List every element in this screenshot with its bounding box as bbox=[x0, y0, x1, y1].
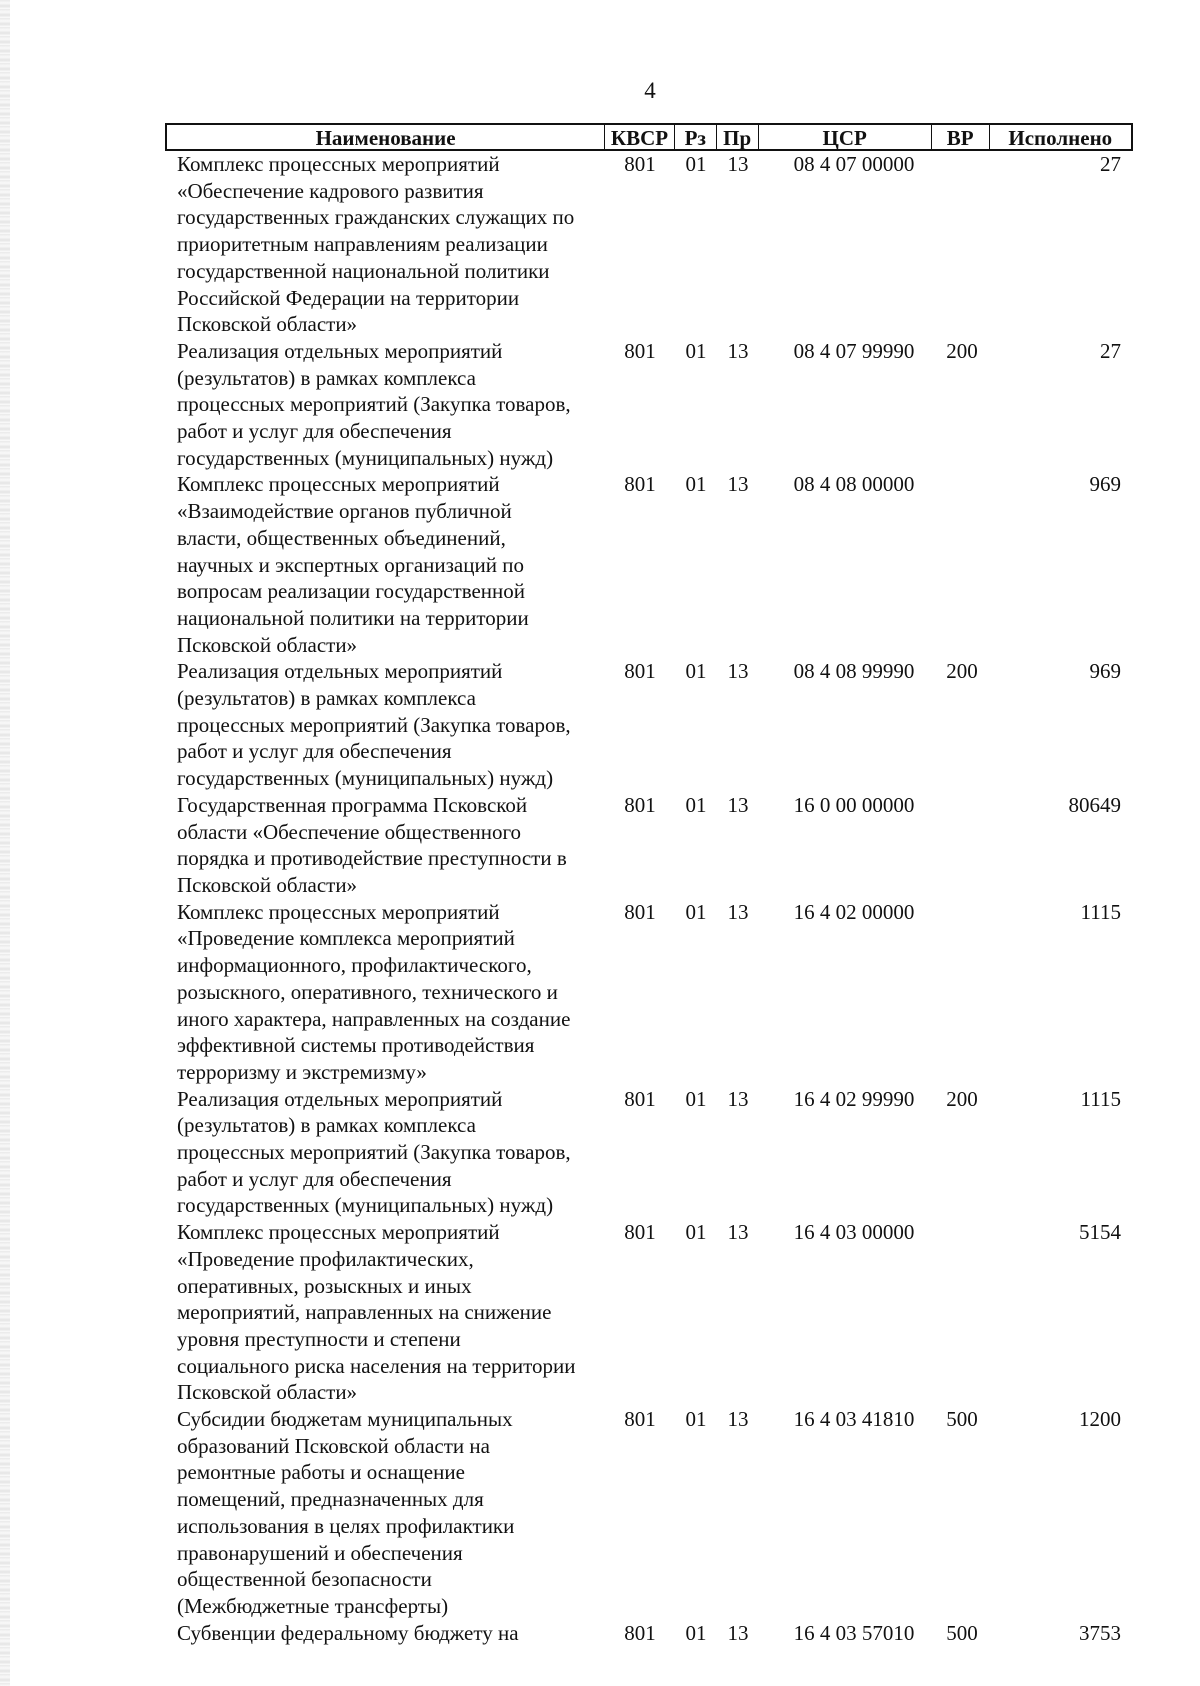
row-name-line: общественной безопасности bbox=[177, 1567, 432, 1592]
row-rz: 01 bbox=[685, 338, 707, 363]
row-kvsr: 801 bbox=[624, 152, 656, 176]
row-name-line: мероприятий, направленных на снижение bbox=[177, 1300, 552, 1325]
row-pr: 13 bbox=[727, 1086, 749, 1111]
row-name-line: государственных гражданских служащих по bbox=[177, 205, 575, 230]
row-kvsr: 801 bbox=[624, 338, 656, 363]
row-name-line: (результатов) в рамках комплекса bbox=[177, 365, 476, 390]
row-csr: 08 4 08 99990 bbox=[793, 659, 915, 684]
row-vr: 200 bbox=[946, 1086, 978, 1111]
row-name-line: терроризму и экстремизму» bbox=[177, 1059, 427, 1084]
row-name-line: (Межбюджетные трансферты) bbox=[177, 1593, 449, 1618]
table-body bbox=[165, 151, 1133, 1646]
row-vr bbox=[933, 471, 991, 658]
row-name-line: порядка и противодействие преступности в bbox=[177, 846, 567, 871]
row-name-line: государственных (муниципальных) нужд) bbox=[177, 766, 554, 791]
row-name-line: государственных (муниципальных) нужд) bbox=[177, 445, 554, 470]
row-name-line: «Проведение комплекса мероприятий bbox=[177, 926, 515, 951]
row-name bbox=[165, 1620, 605, 1647]
row-pr: 13 bbox=[727, 1620, 749, 1645]
row-name bbox=[165, 151, 605, 338]
row-rz: 01 bbox=[685, 1620, 707, 1645]
row-kvsr: 801 bbox=[624, 1220, 656, 1245]
row-isp: 969 bbox=[1089, 659, 1121, 684]
row-name bbox=[165, 658, 605, 792]
row-vr bbox=[933, 899, 991, 1086]
row-name-line: уровня преступности и степени bbox=[177, 1326, 461, 1351]
row-name-line: Комплекс процессных мероприятий bbox=[177, 152, 500, 176]
row-isp: 1200 bbox=[1079, 1407, 1121, 1432]
row-vr bbox=[933, 1219, 991, 1406]
row-name-line: «Обеспечение кадрового развития bbox=[177, 178, 484, 203]
row-name bbox=[165, 1219, 605, 1406]
row-csr: 08 4 07 99990 bbox=[793, 338, 915, 363]
row-name-line: процессных мероприятий (Закупка товаров, bbox=[177, 712, 571, 737]
row-isp: 3753 bbox=[1079, 1620, 1121, 1645]
row-isp: 1115 bbox=[1080, 1086, 1121, 1111]
table-header bbox=[165, 123, 1133, 151]
row-name bbox=[165, 471, 605, 658]
row-name-line: «Проведение профилактических, bbox=[177, 1246, 474, 1271]
row-name-line: Субсидии бюджетам муниципальных bbox=[177, 1407, 513, 1432]
row-rz: 01 bbox=[685, 1220, 707, 1245]
row-name bbox=[165, 338, 605, 472]
row-name-line: Псковской области» bbox=[177, 1380, 358, 1405]
row-name-line: государственных (муниципальных) нужд) bbox=[177, 1193, 554, 1218]
row-vr bbox=[933, 151, 991, 338]
row-kvsr: 801 bbox=[624, 1407, 656, 1432]
table-row bbox=[165, 338, 1133, 472]
row-name-line: Псковской области» bbox=[177, 312, 358, 337]
row-name-line: Субвенции федеральному бюджету на bbox=[177, 1620, 519, 1645]
row-rz: 01 bbox=[685, 659, 707, 684]
table-row bbox=[165, 471, 1133, 658]
row-pr: 13 bbox=[727, 792, 749, 817]
row-name bbox=[165, 1086, 605, 1220]
row-name-line: работ и услуг для обеспечения bbox=[177, 419, 452, 444]
row-pr: 13 bbox=[727, 1407, 749, 1432]
row-isp: 27 bbox=[1100, 152, 1121, 176]
table-row bbox=[165, 1406, 1133, 1620]
table-row bbox=[165, 1086, 1133, 1220]
row-csr: 16 4 02 00000 bbox=[793, 899, 915, 924]
table-row bbox=[165, 658, 1133, 792]
row-pr: 13 bbox=[727, 1220, 749, 1245]
row-csr: 16 4 03 00000 bbox=[793, 1220, 915, 1245]
row-csr: 16 4 03 57010 bbox=[793, 1620, 915, 1645]
row-name-line: процессных мероприятий (Закупка товаров, bbox=[177, 1140, 571, 1165]
row-rz: 01 bbox=[685, 472, 707, 497]
row-name-line: использования в целях профилактики bbox=[177, 1513, 515, 1538]
row-csr: 16 4 03 41810 bbox=[793, 1407, 915, 1432]
row-name-line: работ и услуг для обеспечения bbox=[177, 1166, 452, 1191]
row-name-line: Реализация отдельных мероприятий bbox=[177, 338, 503, 363]
row-vr: 500 bbox=[946, 1620, 978, 1645]
row-kvsr: 801 bbox=[624, 659, 656, 684]
row-vr: 200 bbox=[946, 659, 978, 684]
row-name-line: национальной политики на территории bbox=[177, 605, 529, 630]
row-isp: 5154 bbox=[1079, 1220, 1121, 1245]
row-pr: 13 bbox=[727, 338, 749, 363]
row-name-line: научных и экспертных организаций по bbox=[177, 552, 524, 577]
row-rz: 01 bbox=[685, 152, 707, 176]
row-rz: 01 bbox=[685, 1086, 707, 1111]
row-name-line: Российской Федерации на территории bbox=[177, 285, 520, 310]
header-isp: Исполнено bbox=[1008, 126, 1113, 149]
row-vr bbox=[933, 792, 991, 899]
table-row bbox=[165, 1620, 1133, 1647]
scan-edge-artifact bbox=[0, 0, 10, 1686]
row-pr: 13 bbox=[727, 472, 749, 497]
row-name-line: правонарушений и обеспечения bbox=[177, 1540, 463, 1565]
row-isp: 969 bbox=[1089, 472, 1121, 497]
row-rz: 01 bbox=[685, 1407, 707, 1432]
row-name-line: вопросам реализации государственной bbox=[177, 579, 526, 604]
row-kvsr: 801 bbox=[624, 792, 656, 817]
row-name bbox=[165, 1406, 605, 1620]
row-csr: 16 4 02 99990 bbox=[793, 1086, 915, 1111]
header-kvsr: КВСР bbox=[605, 125, 675, 149]
table-row bbox=[165, 792, 1133, 899]
table-row bbox=[165, 1219, 1133, 1406]
row-csr: 16 0 00 00000 bbox=[793, 792, 915, 817]
row-name-line: иного характера, направленных на создание bbox=[177, 1006, 571, 1031]
row-kvsr: 801 bbox=[624, 472, 656, 497]
page-number: 4 bbox=[644, 78, 656, 103]
row-name-line: Реализация отдельных мероприятий bbox=[177, 659, 503, 684]
row-name-line: информационного, профилактического, bbox=[177, 953, 532, 978]
header-name: Наименование bbox=[167, 125, 605, 149]
row-name-line: области «Обеспечение общественного bbox=[177, 819, 522, 844]
row-name-line: Комплекс процессных мероприятий bbox=[177, 472, 500, 497]
row-name-line: образований Псковской области на bbox=[177, 1433, 490, 1458]
row-name bbox=[165, 792, 605, 899]
header-rz: Рз bbox=[675, 125, 717, 149]
row-name-line: Псковской области» bbox=[177, 872, 358, 897]
row-kvsr: 801 bbox=[624, 899, 656, 924]
row-kvsr: 801 bbox=[624, 1620, 656, 1645]
row-name-line: Государственная программа Псковской bbox=[177, 792, 528, 817]
table-row bbox=[165, 899, 1133, 1086]
row-name bbox=[165, 899, 605, 1086]
row-name-line: Комплекс процессных мероприятий bbox=[177, 1220, 500, 1245]
header-pr: Пр bbox=[717, 125, 759, 149]
row-name-line: оперативных, розыскных и иных bbox=[177, 1273, 472, 1298]
row-rz: 01 bbox=[685, 899, 707, 924]
row-name-line: эффективной системы противодействия bbox=[177, 1033, 535, 1058]
row-isp: 27 bbox=[1100, 338, 1121, 363]
row-name-line: Псковской области» bbox=[177, 632, 358, 657]
row-name-line: работ и услуг для обеспечения bbox=[177, 739, 452, 764]
row-kvsr: 801 bbox=[624, 1086, 656, 1111]
row-name-line: помещений, предназначенных для bbox=[177, 1487, 484, 1512]
row-isp: 80649 bbox=[1068, 792, 1121, 817]
row-name-line: (результатов) в рамках комплекса bbox=[177, 686, 476, 711]
row-csr: 08 4 08 00000 bbox=[793, 472, 915, 497]
row-csr: 08 4 07 00000 bbox=[793, 152, 915, 176]
row-vr: 200 bbox=[946, 338, 978, 363]
row-pr: 13 bbox=[727, 899, 749, 924]
row-rz: 01 bbox=[685, 792, 707, 817]
row-name-line: ремонтные работы и оснащение bbox=[177, 1460, 465, 1485]
header-csr: ЦСР bbox=[759, 125, 932, 149]
row-pr: 13 bbox=[727, 659, 749, 684]
row-name-line: государственной национальной политики bbox=[177, 258, 550, 283]
row-isp: 1115 bbox=[1080, 899, 1121, 924]
row-vr: 500 bbox=[946, 1407, 978, 1432]
row-name-line: «Взаимодействие органов публичной bbox=[177, 499, 512, 524]
row-name-line: розыскного, оперативного, технического и bbox=[177, 979, 558, 1004]
row-name-line: социального риска населения на территории bbox=[177, 1353, 576, 1378]
row-name-line: процессных мероприятий (Закупка товаров, bbox=[177, 392, 571, 417]
row-name-line: приоритетным направлениям реализации bbox=[177, 232, 548, 257]
row-name-line: (результатов) в рамках комплекса bbox=[177, 1113, 476, 1138]
header-vr: ВР bbox=[932, 125, 990, 149]
row-name-line: Комплекс процессных мероприятий bbox=[177, 899, 500, 924]
row-pr: 13 bbox=[727, 152, 749, 176]
table-row bbox=[165, 151, 1133, 338]
row-name-line: власти, общественных объединений, bbox=[177, 525, 506, 550]
row-name-line: Реализация отдельных мероприятий bbox=[177, 1086, 503, 1111]
